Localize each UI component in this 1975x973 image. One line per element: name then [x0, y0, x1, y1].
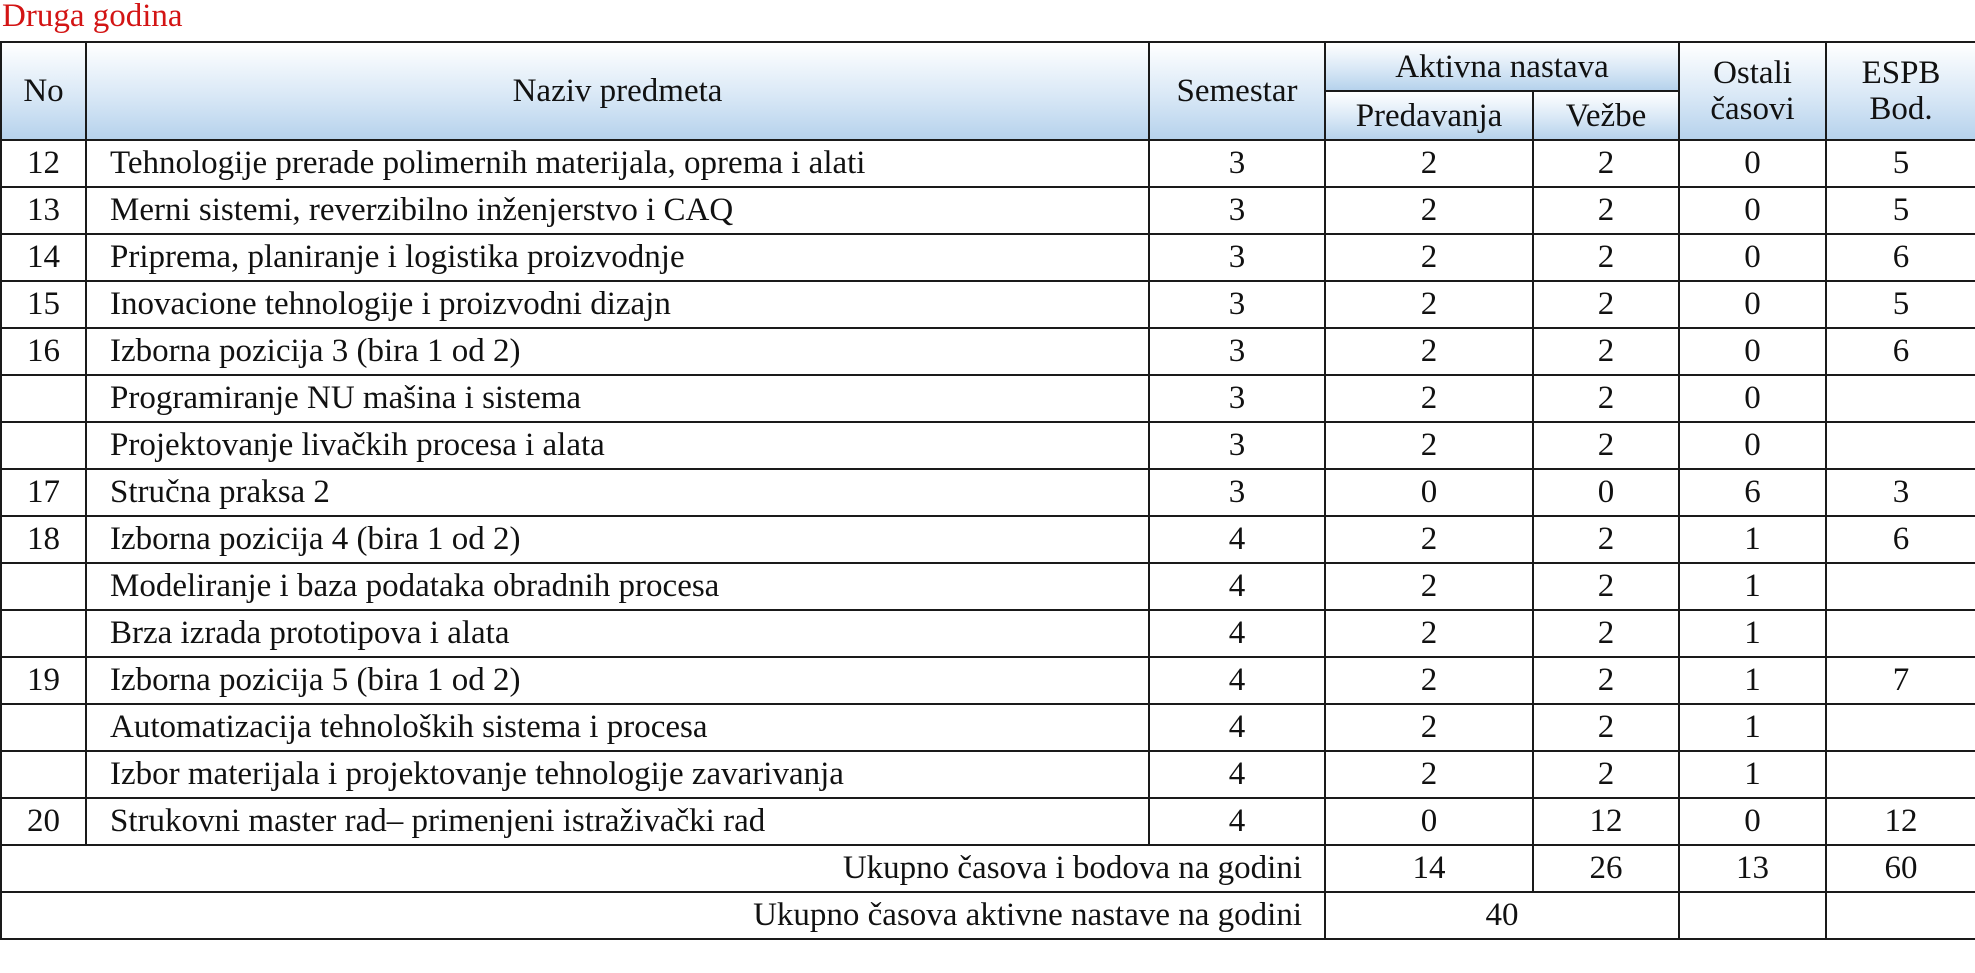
cell-vezbe: 12	[1533, 798, 1679, 845]
cell-predavanja: 2	[1325, 657, 1533, 704]
cell-predavanja: 2	[1325, 422, 1533, 469]
cell-vezbe: 2	[1533, 704, 1679, 751]
cell-no	[1, 704, 86, 751]
cell-semestar: 3	[1149, 422, 1325, 469]
header-semestar: Semestar	[1149, 42, 1325, 140]
cell-course-name: Izborna pozicija 4 (bira 1 od 2)	[86, 516, 1149, 563]
cell-predavanja: 2	[1325, 187, 1533, 234]
header-vezbe: Vežbe	[1533, 91, 1679, 140]
table-row	[1, 657, 1975, 704]
cell-ostali-casovi: 0	[1679, 140, 1826, 187]
cell-course-name: Izborna pozicija 5 (bira 1 od 2)	[86, 657, 1149, 704]
cell-no: 19	[1, 657, 86, 704]
cell-semestar: 4	[1149, 751, 1325, 798]
cell-espb	[1826, 422, 1975, 469]
header-ostali-line2: časovi	[1710, 90, 1795, 127]
table-row	[1, 751, 1975, 798]
cell-no: 14	[1, 234, 86, 281]
cell-course-name: Izborna pozicija 3 (bira 1 od 2)	[86, 328, 1149, 375]
cell-no	[1, 751, 86, 798]
cell-ostali-casovi: 0	[1679, 187, 1826, 234]
totals-predavanja: 14	[1325, 845, 1533, 892]
cell-espb	[1826, 375, 1975, 422]
cell-semestar: 4	[1149, 610, 1325, 657]
table-row	[1, 281, 1975, 328]
cell-course-name: Stručna praksa 2	[86, 469, 1149, 516]
totals-label: Ukupno časova i bodova na godini	[1, 845, 1325, 892]
cell-course-name: Brza izrada prototipova i alata	[86, 610, 1149, 657]
table-row	[1, 187, 1975, 234]
cell-no: 15	[1, 281, 86, 328]
cell-no: 16	[1, 328, 86, 375]
table-row	[1, 469, 1975, 516]
cell-espb: 5	[1826, 140, 1975, 187]
cell-course-name: Strukovni master rad– primenjeni istraživački rad	[86, 798, 1149, 845]
cell-course-name: Inovacione tehnologije i proizvodni dizajn	[86, 281, 1149, 328]
cell-course-name: Izbor materijala i projektovanje tehnologije zavarivanja	[86, 751, 1149, 798]
cell-espb: 5	[1826, 187, 1975, 234]
table-row	[1, 422, 1975, 469]
header-ostali-line1: Ostali	[1713, 54, 1792, 91]
cell-predavanja: 0	[1325, 469, 1533, 516]
cell-vezbe: 2	[1533, 610, 1679, 657]
cell-ostali-casovi: 1	[1679, 610, 1826, 657]
active-total-ostali	[1679, 892, 1826, 939]
cell-ostali-casovi: 0	[1679, 328, 1826, 375]
table-row	[1, 516, 1975, 563]
cell-espb: 6	[1826, 328, 1975, 375]
table-row	[1, 140, 1975, 187]
cell-ostali-casovi: 1	[1679, 516, 1826, 563]
header-espb-line2: Bod.	[1869, 90, 1933, 127]
cell-ostali-casovi: 0	[1679, 798, 1826, 845]
cell-semestar: 4	[1149, 704, 1325, 751]
header-naziv-predmeta: Naziv predmeta	[86, 42, 1149, 140]
cell-ostali-casovi: 1	[1679, 563, 1826, 610]
active-total-espb	[1826, 892, 1975, 939]
cell-espb	[1826, 704, 1975, 751]
totals-vezbe: 26	[1533, 845, 1679, 892]
table-row	[1, 610, 1975, 657]
cell-no: 12	[1, 140, 86, 187]
cell-no: 20	[1, 798, 86, 845]
cell-semestar: 4	[1149, 516, 1325, 563]
cell-course-name: Modeliranje i baza podataka obradnih procesa	[86, 563, 1149, 610]
table-row	[1, 704, 1975, 751]
cell-course-name: Automatizacija tehnoloških sistema i procesa	[86, 704, 1149, 751]
totals-ostali: 13	[1679, 845, 1826, 892]
table-row	[1, 234, 1975, 281]
cell-ostali-casovi: 1	[1679, 704, 1826, 751]
cell-predavanja: 2	[1325, 516, 1533, 563]
cell-semestar: 3	[1149, 375, 1325, 422]
cell-semestar: 3	[1149, 469, 1325, 516]
cell-espb: 6	[1826, 234, 1975, 281]
cell-vezbe: 2	[1533, 516, 1679, 563]
active-total-value: 40	[1325, 892, 1679, 939]
cell-course-name: Merni sistemi, reverzibilno inženjerstvo i CAQ	[86, 187, 1149, 234]
cell-espb	[1826, 563, 1975, 610]
cell-vezbe: 2	[1533, 422, 1679, 469]
header-no: No	[1, 42, 86, 140]
table-row	[1, 328, 1975, 375]
cell-espb	[1826, 610, 1975, 657]
cell-vezbe: 2	[1533, 375, 1679, 422]
table-row	[1, 375, 1975, 422]
cell-predavanja: 2	[1325, 563, 1533, 610]
cell-semestar: 3	[1149, 328, 1325, 375]
totals-row	[1, 845, 1975, 892]
cell-no	[1, 610, 86, 657]
totals-espb: 60	[1826, 845, 1975, 892]
cell-vezbe: 2	[1533, 234, 1679, 281]
cell-ostali-casovi: 0	[1679, 234, 1826, 281]
cell-vezbe: 2	[1533, 187, 1679, 234]
cell-ostali-casovi: 0	[1679, 281, 1826, 328]
cell-course-name: Programiranje NU mašina i sistema	[86, 375, 1149, 422]
active-total-label: Ukupno časova aktivne nastave na godini	[1, 892, 1325, 939]
cell-course-name: Tehnologije prerade polimernih materijala, oprema i alati	[86, 140, 1149, 187]
cell-predavanja: 2	[1325, 751, 1533, 798]
cell-predavanja: 2	[1325, 281, 1533, 328]
curriculum-table	[0, 41, 1975, 940]
cell-ostali-casovi: 1	[1679, 657, 1826, 704]
header-predavanja: Predavanja	[1325, 91, 1533, 140]
header-espb-line1: ESPB	[1861, 54, 1941, 91]
cell-espb: 7	[1826, 657, 1975, 704]
cell-no	[1, 375, 86, 422]
table-row	[1, 798, 1975, 845]
cell-vezbe: 2	[1533, 281, 1679, 328]
cell-espb: 12	[1826, 798, 1975, 845]
cell-espb: 3	[1826, 469, 1975, 516]
cell-semestar: 3	[1149, 234, 1325, 281]
cell-predavanja: 2	[1325, 140, 1533, 187]
table-caption: Druga godina	[2, 0, 183, 34]
header-espb-bodovi	[1826, 42, 1975, 140]
cell-ostali-casovi: 6	[1679, 469, 1826, 516]
cell-course-name: Projektovanje livačkih procesa i alata	[86, 422, 1149, 469]
cell-course-name: Priprema, planiranje i logistika proizvodnje	[86, 234, 1149, 281]
cell-ostali-casovi: 0	[1679, 375, 1826, 422]
cell-semestar: 3	[1149, 140, 1325, 187]
cell-ostali-casovi: 0	[1679, 422, 1826, 469]
cell-no	[1, 563, 86, 610]
cell-semestar: 4	[1149, 563, 1325, 610]
cell-predavanja: 2	[1325, 704, 1533, 751]
table-row	[1, 563, 1975, 610]
cell-predavanja: 0	[1325, 798, 1533, 845]
cell-vezbe: 2	[1533, 328, 1679, 375]
cell-espb: 5	[1826, 281, 1975, 328]
cell-espb	[1826, 751, 1975, 798]
cell-vezbe: 0	[1533, 469, 1679, 516]
header-aktivna-nastava: Aktivna nastava	[1325, 42, 1679, 91]
cell-vezbe: 2	[1533, 563, 1679, 610]
cell-no: 13	[1, 187, 86, 234]
cell-no: 18	[1, 516, 86, 563]
cell-espb: 6	[1826, 516, 1975, 563]
active-total-row	[1, 892, 1975, 939]
cell-no: 17	[1, 469, 86, 516]
cell-predavanja: 2	[1325, 328, 1533, 375]
header-ostali-casovi	[1679, 42, 1826, 140]
cell-semestar: 3	[1149, 281, 1325, 328]
cell-semestar: 4	[1149, 798, 1325, 845]
cell-predavanja: 2	[1325, 375, 1533, 422]
cell-predavanja: 2	[1325, 610, 1533, 657]
cell-predavanja: 2	[1325, 234, 1533, 281]
cell-vezbe: 2	[1533, 657, 1679, 704]
cell-vezbe: 2	[1533, 751, 1679, 798]
cell-no	[1, 422, 86, 469]
cell-ostali-casovi: 1	[1679, 751, 1826, 798]
cell-semestar: 4	[1149, 657, 1325, 704]
cell-vezbe: 2	[1533, 140, 1679, 187]
cell-semestar: 3	[1149, 187, 1325, 234]
